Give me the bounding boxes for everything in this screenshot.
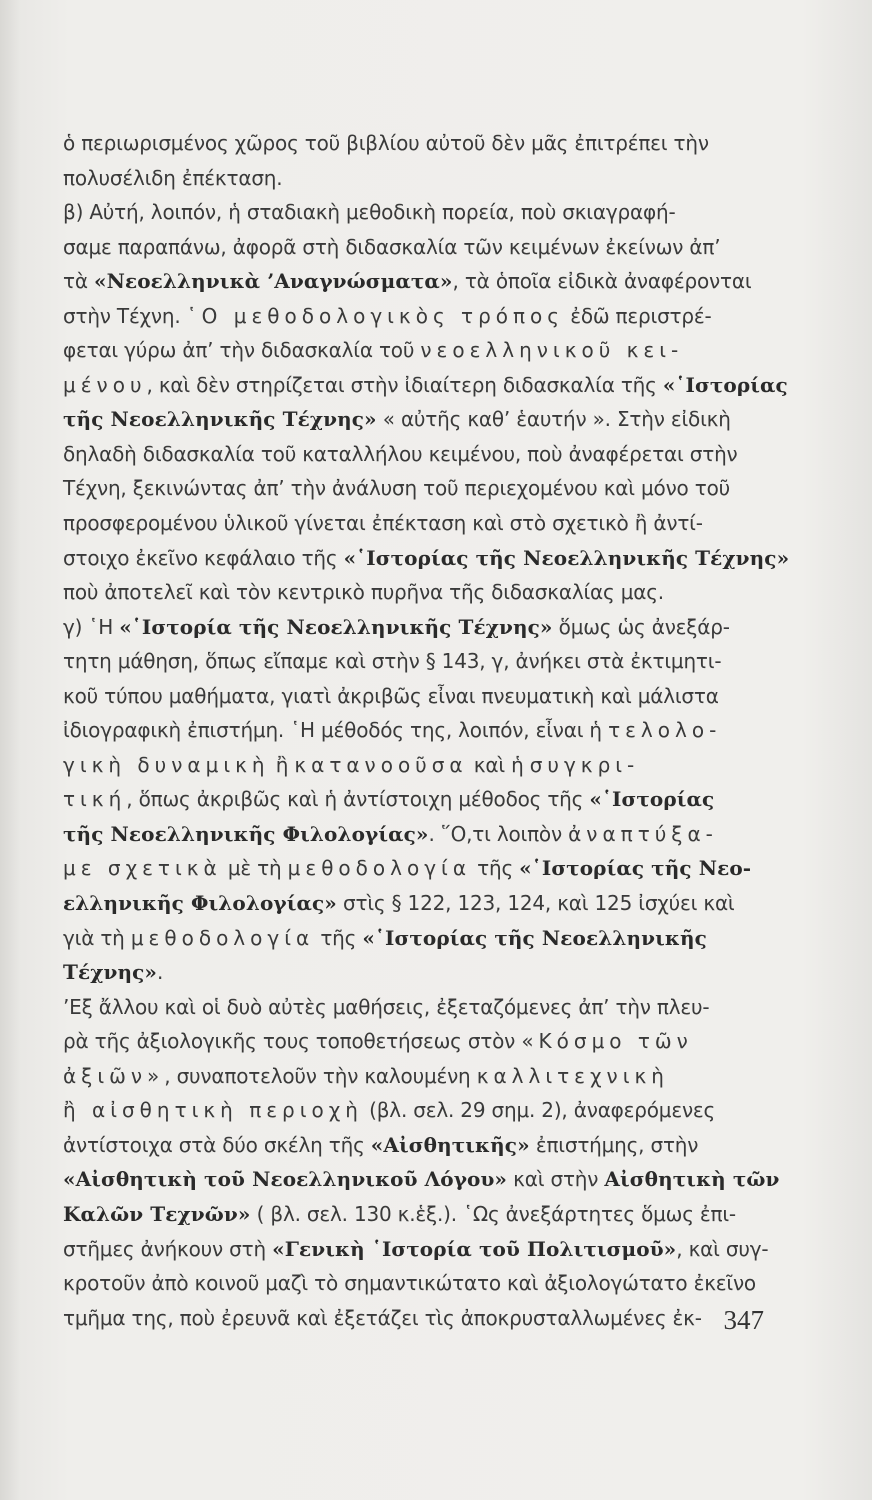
text-line <box>63 817 768 852</box>
bold-title: Αἰσθητικὴ τῶν <box>604 1167 780 1192</box>
spaced-emphasis: μένου <box>63 372 147 397</box>
text-line <box>63 851 768 886</box>
text-run: ( βλ. σελ. 130 κ.ἑξ.). ῾Ως ἀνεξάρτητες ὅμως ἐπι- <box>250 1201 736 1226</box>
spaced-emphasis: μεθοδολογία <box>287 856 471 881</box>
text-line <box>63 1232 768 1267</box>
text-run: καὶ στὴν <box>507 1167 605 1192</box>
body-text <box>63 126 790 1335</box>
text-run: , ὅπως ἀκριβῶς καὶ ἡ ἀντίστοιχη μέθοδος τῆς <box>126 787 590 812</box>
spaced-emphasis: ἀξιῶν» <box>63 1063 165 1088</box>
text-run: τμῆμα της, ποὺ ἐρευνᾶ καὶ ἐξετάζει τὶς ἀποκρυσταλλωμένες ἐκ- <box>63 1305 702 1330</box>
text-line <box>63 1301 768 1336</box>
text-run: « αὐτῆς καθ’ ἑαυτήν ». Στὴν εἰδικὴ <box>376 407 731 432</box>
bold-title: «῾Ιστορίας τῆς Νεο- <box>519 856 752 881</box>
text-line <box>63 713 768 748</box>
text-run: προσφερομένου ὑλικοῦ γίνεται ἐπέκταση καὶ στὸ σχετικὸ ἢ ἀντί- <box>63 511 703 536</box>
text-run: , καὶ συγ- <box>676 1236 769 1261</box>
text-line <box>63 437 768 472</box>
text-run: τητη μάθηση, ὅπως εἴπαμε καὶ στὴν § 143, γ, ἀνήκει στὰ ἐκτιμητι- <box>63 649 722 674</box>
text-line <box>63 506 768 541</box>
text-run: ποὺ ἀποτελεῖ καὶ τὸν κεντρικὸ πυρῆνα τῆς διδασκαλίας μας. <box>63 580 664 605</box>
text-line <box>63 644 768 679</box>
bold-title: «Αἰσθητικὴ τοῦ Νεοελληνικοῦ Λόγου» <box>63 1167 508 1192</box>
bold-title: «῾Ιστορία τῆς Νεοελληνικῆς Τέχνης» <box>119 614 553 639</box>
text-run: , συναποτελοῦν τὴν καλουμένη <box>164 1063 477 1088</box>
spaced-emphasis: κατανοοῦσα <box>294 752 468 777</box>
bold-title: «Αἰσθητικῆς» <box>370 1132 530 1157</box>
text-line <box>63 679 768 714</box>
spaced-emphasis: γικὴ δυναμικὴ <box>63 752 270 777</box>
text-run: κροτοῦν ἀπὸ κοινοῦ μαζὶ τὸ σημαντικώτατο καὶ ἀξιολογώτατο ἐκεῖνο <box>63 1271 756 1296</box>
text-run: ἐδῶ περιστρέ- <box>564 303 712 328</box>
text-line <box>63 1059 768 1094</box>
text-run: γιὰ τὴ <box>63 925 131 950</box>
bold-title: «῾Ιστορίας <box>662 372 788 397</box>
text-line <box>63 990 768 1025</box>
spaced-emphasis: τελολο- <box>608 718 722 743</box>
text-run: στὴν Τέχνη. <box>63 303 187 328</box>
text-line <box>63 782 768 817</box>
spaced-emphasis: μεθοδολογία <box>130 925 315 950</box>
spaced-emphasis: ῾Ο μεθοδολογικὸς τρόπος <box>186 303 565 328</box>
text-run: ἀντίστοιχα στὰ δύο σκέλη τῆς <box>63 1132 371 1157</box>
text-run: τῆς <box>314 925 363 950</box>
text-run: στῆμες ἀνήκουν στὴ <box>63 1236 273 1261</box>
text-run: γ) ῾Η <box>63 614 120 639</box>
text-run: καὶ ἡ <box>467 752 530 777</box>
text-line <box>63 299 768 334</box>
spaced-emphasis: συγκρι- <box>529 752 640 777</box>
text-run: β) Αὐτή, λοιπόν, ἡ σταδιακὴ μεθοδικὴ πορεία, ποὺ σκιαγραφή- <box>63 200 676 225</box>
bold-title: τῆς Νεοελληνικῆς Τέχνης» <box>63 407 377 432</box>
text-run: σαμε παραπάνω, ἀφορᾶ στὴ διδασκαλία τῶν κειμένων ἐκείνων ἀπ’ <box>63 234 721 259</box>
text-run: ἐπιστήμης, στὴν <box>529 1132 699 1157</box>
spaced-emphasis: «Κόσμο τῶν <box>521 1029 693 1054</box>
text-run: στὶς § 122, 123, 124, καὶ 125 ἰσχύει καὶ <box>336 891 735 916</box>
text-line <box>63 921 768 956</box>
text-line <box>63 575 768 610</box>
text-run: ἰδιογραφικὴ ἐπιστήμη. ῾Η μέθοδός της, λοιπόν, εἶναι ἡ <box>63 718 609 743</box>
text-line <box>63 126 768 161</box>
text-line <box>63 541 790 576</box>
text-run: , καὶ δὲν στηρίζεται στὴν ἰδιαίτερη διδασκαλία τῆς <box>146 372 663 397</box>
text-run: μὲ τὴ <box>221 856 288 881</box>
text-run: τῆς <box>471 856 520 881</box>
text-run: δηλαδὴ διδασκαλία τοῦ καταλλήλου κειμένου, ποὺ ἀναφέρεται στὴν <box>63 441 738 466</box>
text-run: (βλ. σελ. 29 σημ. 2), ἀναφερόμενες <box>362 1098 716 1123</box>
text-line <box>63 230 768 265</box>
text-line <box>63 1024 768 1059</box>
bold-title: «῾Ιστορίας τῆς Νεοελληνικῆς <box>362 925 707 950</box>
binding-shadow <box>0 0 20 1500</box>
text-line <box>63 1266 768 1301</box>
text-line <box>63 955 768 990</box>
bold-title: ελληνικῆς Φιλολογίας» <box>63 891 337 916</box>
text-line <box>63 610 768 645</box>
text-line <box>63 1162 780 1197</box>
spaced-emphasis: ἢ αἰσθητικὴ περιοχὴ <box>63 1098 363 1123</box>
text-run: . ῞Ο,τι λοιπὸν <box>428 821 569 846</box>
text-run: ἢ <box>269 752 295 777</box>
text-line <box>63 1093 768 1128</box>
text-line <box>63 402 768 437</box>
spaced-emphasis: νεοελληνικοῦ κει- <box>420 338 684 363</box>
bold-title: τῆς Νεοελληνικῆς Φιλολογίας» <box>63 821 429 846</box>
bold-title: «Νεοελληνικὰ ’Αναγνώσματα» <box>93 269 453 294</box>
page-number: 347 <box>723 1305 764 1335</box>
text-run: ’Εξ ἄλλου καὶ οἱ δυὸ αὐτὲς μαθήσεις, ἐξεταζόμενες ἀπ’ τὴν πλευ- <box>63 994 710 1019</box>
text-run: . <box>157 960 164 985</box>
bold-title: «Γενικὴ ῾Ιστορία τοῦ Πολιτισμοῦ» <box>272 1236 677 1261</box>
text-run: Τέχνη, ξεκινώντας ἀπ’ τὴν ἀνάλυση τοῦ περιεχομένου καὶ μόνο τοῦ <box>63 476 730 501</box>
spaced-emphasis: ἀναπτύξα- <box>568 821 718 846</box>
text-line <box>63 471 768 506</box>
text-run: ρὰ τῆς ἀξιολογικῆς τους τοποθετήσεως στὸν <box>63 1029 522 1054</box>
text-run: τὰ <box>63 269 94 294</box>
text-line <box>63 264 768 299</box>
spaced-emphasis: τική <box>63 787 127 812</box>
spaced-emphasis: καλλιτεχνικὴ <box>476 1063 669 1088</box>
text-run: πολυσέλιδη ἐπέκταση. <box>63 165 283 190</box>
text-run: , τὰ ὁποῖα εἰδικὰ ἀναφέρονται <box>452 269 752 294</box>
text-line <box>63 195 768 230</box>
text-run: κοῦ τύπου μαθήματα, γιατὶ ἀκριβῶς εἶναι πνευματικὴ καὶ μάλιστα <box>63 683 719 708</box>
spaced-emphasis: με σχετικὰ <box>63 856 222 881</box>
text-line <box>63 886 768 921</box>
text-line <box>63 161 768 196</box>
text-run: ὅμως ὡς ἀνεξάρ- <box>552 614 730 639</box>
bold-title: Τέχνης» <box>63 960 157 985</box>
text-line <box>63 1197 768 1232</box>
bold-title: «῾Ιστορίας τῆς Νεοελληνικῆς Τέχνης» <box>343 545 790 570</box>
text-run: φεται γύρω ἀπ’ τὴν διδασκαλία τοῦ <box>63 338 421 363</box>
text-line <box>63 368 788 403</box>
text-line <box>63 748 768 783</box>
bold-title: «῾Ιστορίας <box>589 787 715 812</box>
text-line <box>63 1128 768 1163</box>
text-line <box>63 333 768 368</box>
text-run: στοιχο ἐκεῖνο κεφάλαιο τῆς <box>63 545 344 570</box>
bold-title: Καλῶν Τεχνῶν» <box>63 1201 251 1226</box>
text-run: ὁ περιωρισμένος χῶρος τοῦ βιβλίου αὐτοῦ δὲν μᾶς ἐπιτρέπει τὴν <box>63 131 709 155</box>
